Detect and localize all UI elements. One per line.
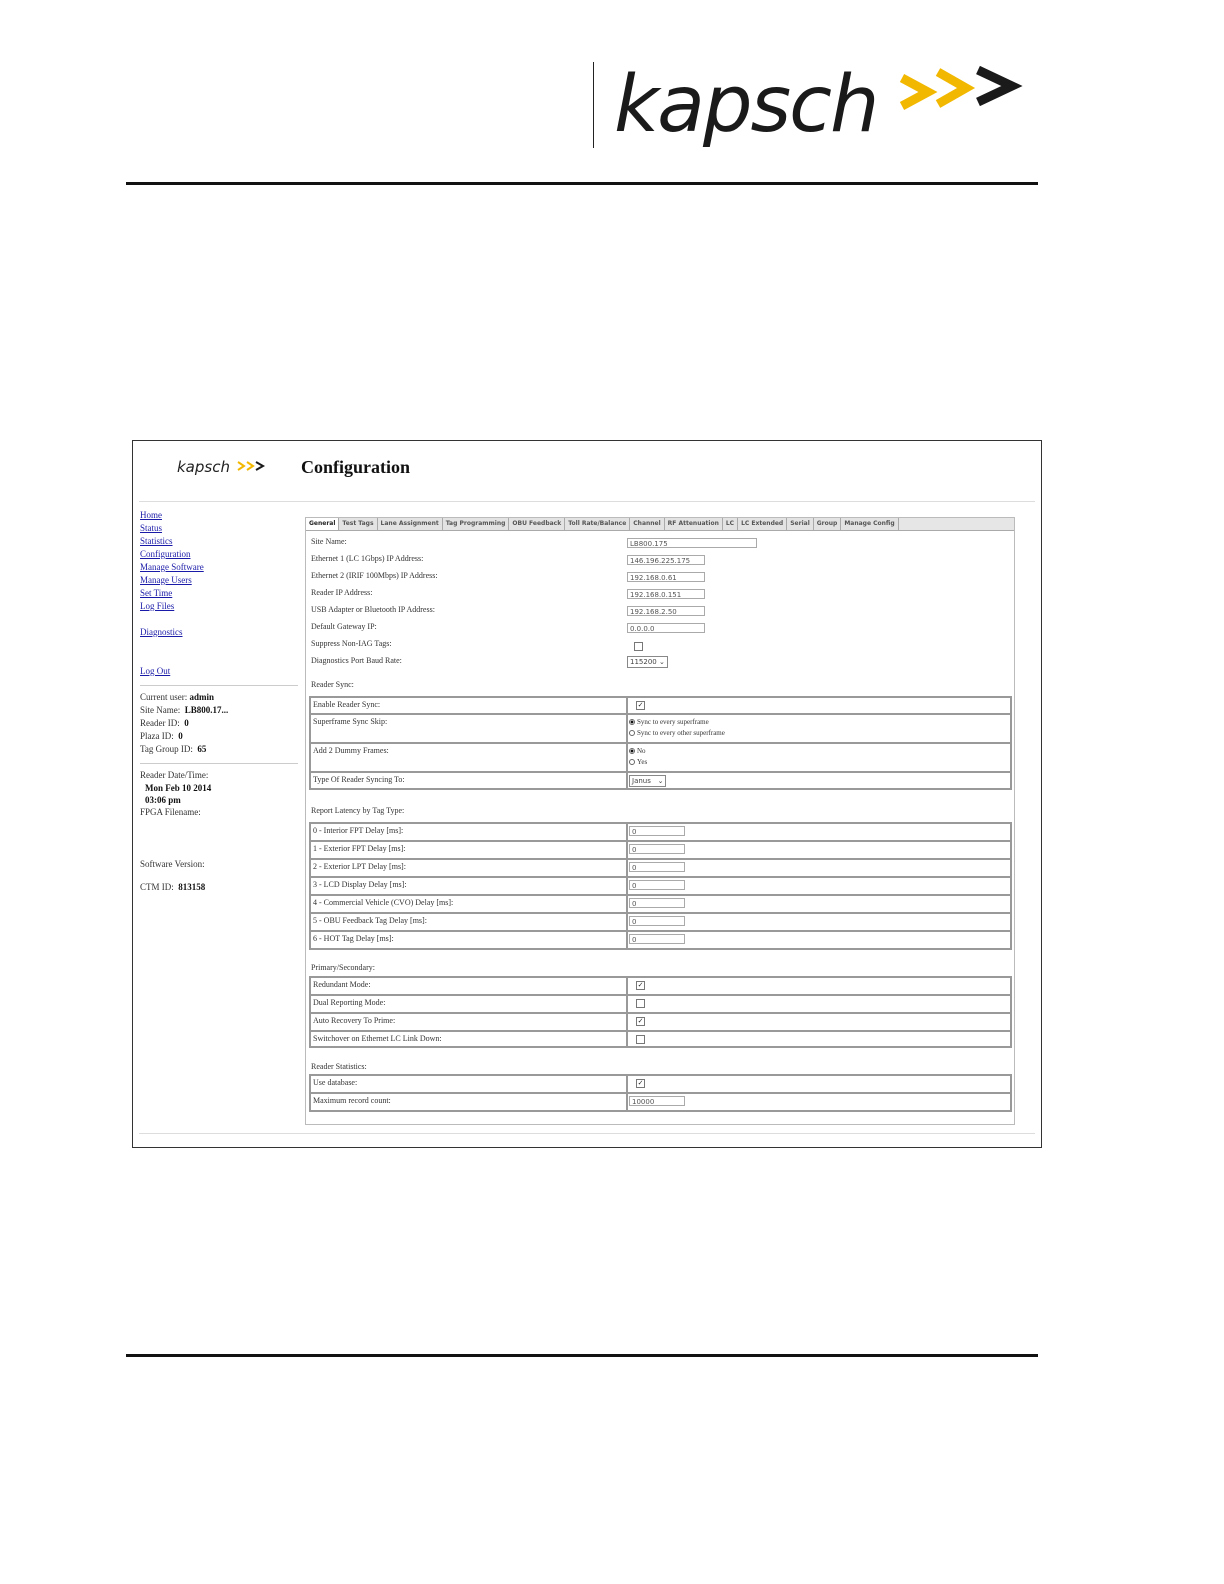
tab-manage-config[interactable]: Manage Config — [841, 518, 898, 530]
usb-ip-row — [311, 602, 1011, 618]
header-divider — [593, 62, 594, 148]
latency-label: 0 - Interior FPT Delay [ms]: — [311, 824, 628, 840]
spacer — [140, 832, 300, 845]
eth2-label: Ethernet 2 (IRIF 100Mbps) IP Address: — [311, 571, 438, 580]
plaza-id-line: Plaza ID: 0 — [140, 731, 183, 741]
baud-row — [311, 653, 1011, 669]
use-database-checkbox[interactable]: ✓ — [637, 1079, 644, 1087]
tab-general[interactable]: General — [306, 518, 339, 530]
sidebar-link-statistics[interactable]: Statistics — [140, 536, 173, 546]
site-name-line: Site Name: LB800.17... — [140, 705, 229, 715]
table-row — [311, 996, 1010, 1014]
table-row — [311, 1014, 1010, 1032]
page-title: Configuration — [301, 457, 411, 477]
logout-link[interactable]: Log Out — [140, 666, 171, 676]
table-row — [311, 1094, 1010, 1110]
latency-input[interactable]: 0 — [629, 844, 685, 854]
table-row — [311, 842, 1010, 860]
switchover-label: Switchover on Ethernet LC Link Down: — [311, 1032, 628, 1048]
tab-tag-programming[interactable]: Tag Programming — [443, 518, 510, 530]
sidebar-divider — [140, 763, 298, 764]
tab-serial[interactable]: Serial — [787, 518, 814, 530]
sync-type-label: Type Of Reader Syncing To: — [311, 773, 628, 790]
site-name-input[interactable]: LB800.175 — [627, 538, 757, 548]
latency-label: 5 - OBU Feedback Tag Delay [ms]: — [311, 914, 628, 930]
table-row — [311, 896, 1010, 914]
latency-label: 2 - Exterior LPT Delay [ms]: — [311, 860, 628, 876]
header-rule — [126, 182, 1038, 185]
latency-input[interactable]: 0 — [629, 934, 685, 944]
radio-selected-icon — [629, 748, 635, 754]
footer-rule — [126, 1354, 1038, 1357]
reader-ip-label: Reader IP Address: — [311, 588, 373, 597]
site-name-label: Site Name: — [311, 537, 347, 546]
table-row — [311, 824, 1010, 842]
reader-date: Mon Feb 10 2014 — [145, 783, 212, 793]
configuration-screenshot — [132, 440, 1042, 1148]
gateway-row — [311, 619, 1011, 635]
site-name-row — [311, 534, 1011, 550]
latency-label: 4 - Commercial Vehicle (CVO) Delay [ms]: — [311, 896, 628, 912]
tag-group-line: Tag Group ID: 65 — [140, 744, 207, 754]
tab-channel[interactable]: Channel — [630, 518, 664, 530]
reader-sync-heading: Reader Sync: — [311, 680, 354, 689]
sidebar-link-log-files[interactable]: Log Files — [140, 601, 175, 611]
sidebar-link-manage-software[interactable]: Manage Software — [140, 562, 204, 572]
table-row — [311, 744, 1010, 773]
chevron-down-icon: ⌄ — [658, 658, 665, 667]
usb-ip-input[interactable]: 192.168.2.50 — [627, 606, 705, 616]
radio-icon — [629, 759, 635, 765]
sidebar-divider — [140, 685, 298, 686]
date-label: Reader Date/Time: — [140, 770, 209, 780]
spacer — [140, 819, 300, 832]
current-user: admin — [189, 692, 215, 702]
latency-label: 1 - Exterior FPT Delay [ms]: — [311, 842, 628, 858]
usb-ip-label: USB Adapter or Bluetooth IP Address: — [311, 605, 435, 614]
eth1-label: Ethernet 1 (LC 1Gbps) IP Address: — [311, 554, 424, 563]
table-row — [311, 1076, 1010, 1094]
latency-label: 6 - HOT Tag Delay [ms]: — [311, 932, 628, 948]
latency-input[interactable]: 0 — [629, 898, 685, 908]
sidebar-link-home[interactable]: Home — [140, 510, 162, 520]
latency-input[interactable]: 0 — [629, 826, 685, 836]
sidebar-link-set-time[interactable]: Set Time — [140, 588, 173, 598]
table-row — [311, 860, 1010, 878]
spacer — [140, 845, 300, 858]
ctm-id: 813158 — [178, 882, 206, 892]
table-row — [311, 932, 1010, 948]
site-name: LB800.17... — [184, 705, 229, 715]
eth1-row — [311, 551, 1011, 567]
app-chevrons-icon — [237, 460, 269, 474]
app-logo-wordmark: kapsch — [177, 458, 230, 476]
table-row — [311, 698, 1010, 715]
tab-lane-assignment[interactable]: Lane Assignment — [378, 518, 443, 530]
dual-reporting-checkbox[interactable] — [636, 999, 645, 1008]
sidebar-link-status[interactable]: Status — [140, 523, 163, 533]
table-row — [311, 715, 1010, 744]
sidebar-link-diagnostics[interactable]: Diagnostics — [140, 627, 183, 637]
dual-reporting-label: Dual Reporting Mode: — [311, 996, 628, 1012]
spacer — [140, 639, 300, 652]
current-user-line: Current user: admin — [140, 692, 215, 702]
redundant-mode-label: Redundant Mode: — [311, 978, 628, 994]
logo-wordmark: kapsch — [614, 60, 878, 150]
tab-lc[interactable]: LC — [723, 518, 738, 530]
gateway-label: Default Gateway IP: — [311, 622, 377, 631]
sidebar-link-configuration[interactable]: Configuration — [140, 549, 191, 559]
config-panel — [305, 517, 1015, 1125]
latency-heading: Report Latency by Tag Type: — [311, 806, 405, 815]
eth2-ip-input[interactable]: 192.168.0.61 — [627, 572, 705, 582]
max-record-label: Maximum record count: — [311, 1094, 628, 1110]
sync-every-option[interactable]: Sync to every superframe — [629, 717, 1010, 728]
tab-bar — [306, 518, 1014, 531]
reader-time: 03:06 pm — [145, 795, 181, 805]
suppress-row — [311, 636, 1011, 652]
footer-divider — [139, 1133, 1035, 1134]
tab-group[interactable]: Group — [814, 518, 842, 530]
radio-selected-icon — [629, 719, 635, 725]
reader-statistics-heading: Reader Statistics: — [311, 1062, 367, 1071]
sync-other-option[interactable]: Sync to every other superframe — [629, 728, 1010, 739]
eth2-row — [311, 568, 1011, 584]
baud-label: Diagnostics Port Baud Rate: — [311, 656, 402, 665]
sync-type-select[interactable]: Janus ⌄ — [629, 775, 666, 787]
eth1-ip-input[interactable]: 146.196.225.175 — [627, 555, 705, 565]
table-row — [311, 878, 1010, 896]
tag-group-id: 65 — [197, 744, 207, 754]
auto-recovery-checkbox[interactable]: ✓ — [637, 1017, 644, 1025]
reader-ip-row — [311, 585, 1011, 601]
chevron-down-icon: ⌄ — [657, 777, 664, 785]
tab-lc-extended[interactable]: LC Extended — [738, 518, 787, 530]
tab-rf-attenuation[interactable]: RF Attenuation — [665, 518, 723, 530]
latency-table — [309, 822, 1012, 950]
latency-label: 3 - LCD Display Delay [ms]: — [311, 878, 628, 894]
app-logo — [177, 455, 277, 479]
tab-toll-rate-balance[interactable]: Toll Rate/Balance — [565, 518, 630, 530]
reader-id-line: Reader ID: 0 — [140, 718, 189, 728]
sidebar — [140, 509, 300, 894]
fpga-label: FPGA Filename: — [140, 807, 201, 817]
enable-sync-checkbox[interactable]: ✓ — [637, 701, 644, 709]
reader-sync-table — [309, 696, 1012, 790]
kapsch-logo — [614, 60, 1034, 150]
chevrons-icon — [898, 64, 1028, 124]
use-database-label: Use database: — [311, 1076, 628, 1092]
title-divider — [139, 501, 1035, 502]
tab-test-tags[interactable]: Test Tags — [339, 518, 377, 530]
redundant-mode-checkbox[interactable]: ✓ — [637, 981, 644, 989]
enable-sync-label: Enable Reader Sync: — [311, 698, 628, 713]
primary-secondary-heading: Primary/Secondary: — [311, 963, 375, 972]
latency-input[interactable]: 0 — [629, 880, 685, 890]
table-row — [311, 914, 1010, 932]
reader-ip-input[interactable]: 192.168.0.151 — [627, 589, 705, 599]
latency-input[interactable]: 0 — [629, 862, 685, 872]
gateway-ip-input[interactable]: 0.0.0.0 — [627, 623, 705, 633]
table-row — [311, 1032, 1010, 1048]
plaza-id: 0 — [178, 731, 183, 741]
suppress-checkbox[interactable] — [634, 642, 643, 651]
max-record-input[interactable]: 10000 — [629, 1096, 685, 1106]
suppress-label: Suppress Non-IAG Tags: — [311, 639, 392, 648]
sync-skip-label: Superframe Sync Skip: — [311, 715, 628, 742]
auto-recovery-label: Auto Recovery To Prime: — [311, 1014, 628, 1030]
ctm-id-line: CTM ID: 813158 — [140, 882, 206, 892]
switchover-checkbox[interactable] — [636, 1035, 645, 1044]
radio-icon — [629, 730, 635, 736]
latency-input[interactable]: 0 — [629, 916, 685, 926]
tab-obu-feedback[interactable]: OBU Feedback — [509, 518, 565, 530]
reader-statistics-table — [309, 1074, 1012, 1112]
dummy-frames-label: Add 2 Dummy Frames: — [311, 744, 628, 771]
spacer — [140, 652, 300, 665]
table-row — [311, 773, 1010, 790]
table-row — [311, 978, 1010, 996]
baud-rate-select[interactable]: 115200 ⌄ — [627, 656, 668, 668]
primary-secondary-table — [309, 976, 1012, 1048]
dummy-yes-option[interactable]: Yes — [629, 757, 1010, 768]
software-version-label: Software Version: — [140, 859, 205, 869]
dummy-no-option[interactable]: No — [629, 746, 1010, 757]
reader-id: 0 — [184, 718, 189, 728]
sidebar-link-manage-users[interactable]: Manage Users — [140, 575, 192, 585]
spacer — [140, 613, 300, 626]
spacer — [140, 871, 300, 881]
